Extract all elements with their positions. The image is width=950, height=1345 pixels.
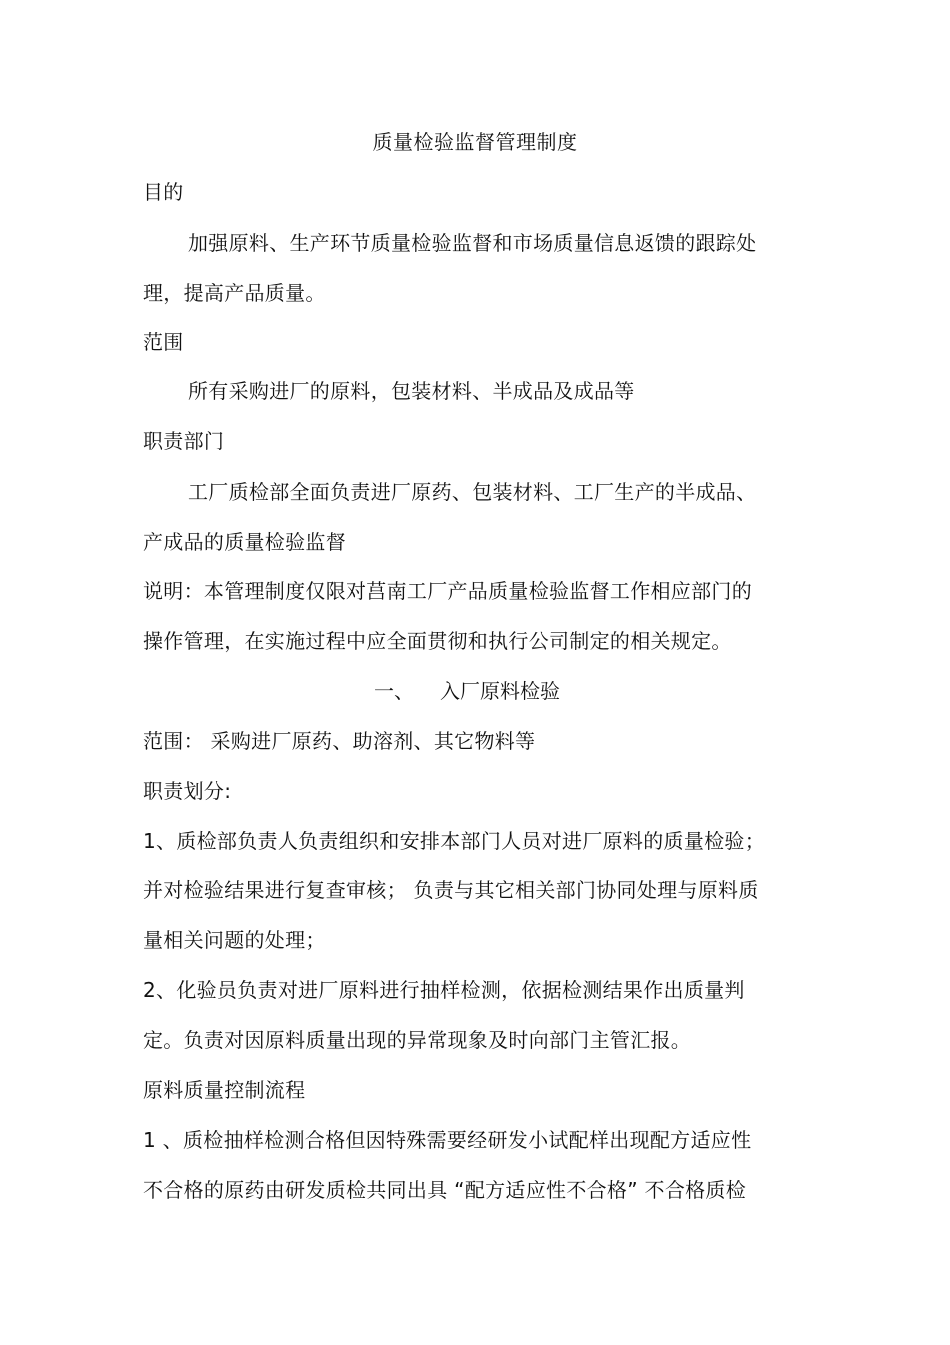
section-1-number: 一、 [374,679,414,703]
dept-heading: 职责部门 [143,429,225,453]
purpose-text-line-2: 理，提高产品质量。 [143,281,326,305]
scope-text: 所有采购进厂的原料，包装材料、半成品及成品等 [188,379,635,403]
duty-1-line-1: 1、质检部负责人负责组织和安排本部门人员对进厂原料的质量检验； [143,829,766,853]
purpose-heading: 目的 [143,180,184,204]
section-1-title: 入厂原料检验 [440,679,560,703]
duty-1-line-2: 并对检验结果进行复查审核； 负责与其它相关部门协同处理与原料质 [143,878,759,902]
duties-heading: 职责划分: [143,779,232,803]
duty-2-line-1: 2、化验员负责对进厂原料进行抽样检测，依据检测结果作出质量判 [143,978,745,1002]
duty-1-line-3: 量相关问题的处理； [143,928,326,952]
note-text-line-2: 操作管理，在实施过程中应全面贯彻和执行公司制定的相关规定。 [143,629,732,653]
scope-heading: 范围 [143,330,184,354]
flow-1-line-2: 不合格的原药由研发质检共同出具 “配方适应性不合格” 不合格质检 [143,1178,747,1202]
section-1-heading [374,677,560,705]
dept-text-line-1: 工厂质检部全面负责进厂原药、包装材料、工厂生产的半成品、 [188,480,757,504]
duty-2-line-2: 定。负责对因原料质量出现的异常现象及时向部门主管汇报。 [143,1028,692,1052]
flow-heading: 原料质量控制流程 [143,1078,306,1102]
purpose-text-line-1: 加强原料、生产环节质量检验监督和市场质量信息返馈的跟踪处 [188,231,757,255]
dept-text-line-2: 产成品的质量检验监督 [143,530,346,554]
note-text-line-1: 说明：本管理制度仅限对莒南工厂产品质量检验监督工作相应部门的 [143,579,752,603]
flow-1-line-1: 1 、质检抽样检测合格但因特殊需要经研发小试配样出现配方适应性 [143,1128,752,1152]
document-title: 质量检验监督管理制度 [372,130,578,154]
section-1-scope: 范围： 采购进厂原药、助溶剂、其它物料等 [143,729,536,753]
